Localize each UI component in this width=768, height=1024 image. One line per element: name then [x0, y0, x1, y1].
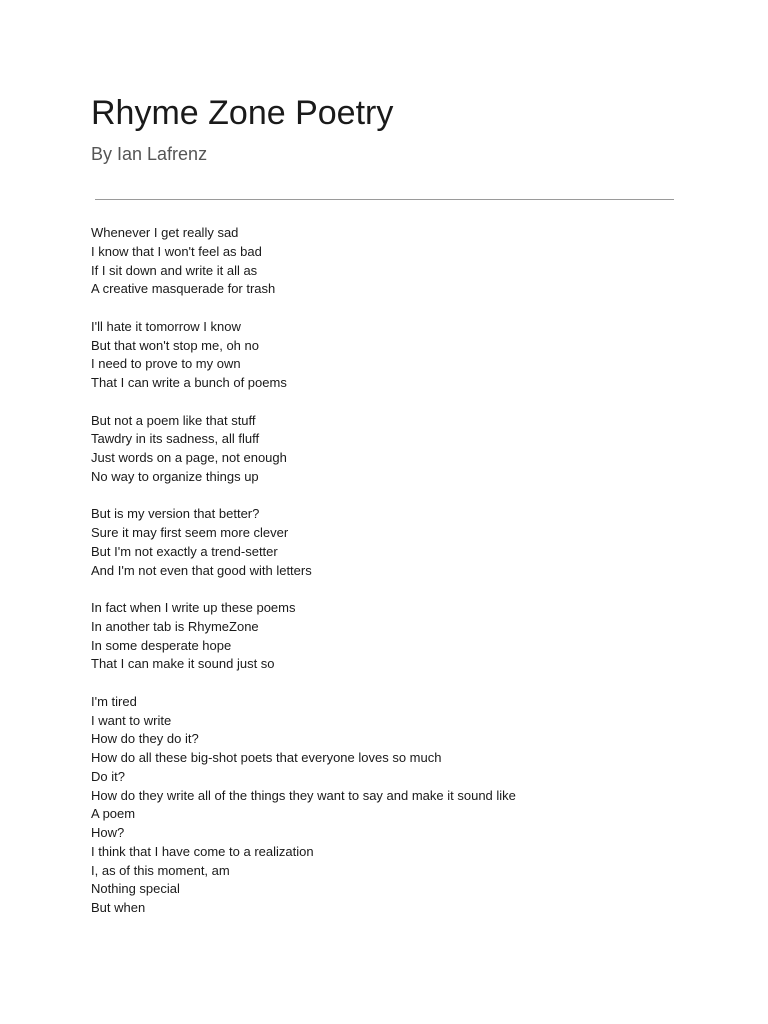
document-title: Rhyme Zone Poetry	[91, 94, 394, 132]
poem-line: But I'm not exactly a trend-setter	[91, 543, 278, 559]
poem-line: How?	[91, 825, 125, 840]
poem-line: If I sit down and write it all as	[91, 262, 258, 278]
poem-line: And I'm not even that good with letters	[91, 562, 312, 578]
poem-line: Whenever I get really sad	[91, 225, 239, 240]
poem-line: Nothing special	[91, 881, 180, 897]
poem-stanza	[91, 318, 731, 393]
poem-line: How do they do it?	[91, 731, 199, 747]
poem-line: But that won't stop me, oh no	[91, 337, 259, 353]
poem-line: A creative masquerade for trash	[91, 281, 276, 297]
title-divider	[95, 199, 674, 200]
poem-line: A poem	[91, 806, 136, 822]
poem-line: I'm tired	[91, 693, 137, 709]
poem-line: That I can make it sound just so	[91, 656, 275, 672]
poem-line: In fact when I write up these poems	[91, 600, 296, 615]
poem-line: Just words on a page, not enough	[91, 450, 287, 465]
poem-line: I want to write	[91, 712, 172, 728]
poem-line: Sure it may first seem more clever	[91, 525, 289, 540]
poem-line: I know that I won't feel as bad	[91, 243, 262, 259]
poem-line: I think that I have come to a realization	[91, 843, 314, 859]
poem-line: But is my version that better?	[91, 506, 260, 522]
poem-line: I need to prove to my own	[91, 356, 241, 372]
poem-line: Tawdry in its sadness, all fluff	[91, 431, 260, 447]
poem-body	[91, 224, 731, 937]
poem-line: Do it?	[91, 768, 125, 784]
poem-line: No way to organize things up	[91, 468, 259, 484]
poem-line: That I can write a bunch of poems	[91, 375, 287, 390]
poem-stanza	[91, 505, 731, 580]
poem-stanza	[91, 599, 731, 674]
poem-line: In some desperate hope	[91, 637, 232, 653]
poem-stanza	[91, 693, 731, 918]
poem-line: But not a poem like that stuff	[91, 412, 256, 428]
poem-line: How do all these big-shot poets that everyone loves so much	[91, 750, 442, 765]
poem-stanza	[91, 412, 731, 487]
poem-line: How do they write all of the things they want to say and make it sound like	[91, 787, 516, 803]
poem-line: But when	[91, 900, 146, 915]
poem-line: I, as of this moment, am	[91, 862, 230, 878]
poem-stanza	[91, 224, 731, 299]
poem-line: In another tab is RhymeZone	[91, 618, 259, 634]
poem-line: I'll hate it tomorrow I know	[91, 318, 241, 334]
document-author: By Ian Lafrenz	[91, 144, 208, 164]
